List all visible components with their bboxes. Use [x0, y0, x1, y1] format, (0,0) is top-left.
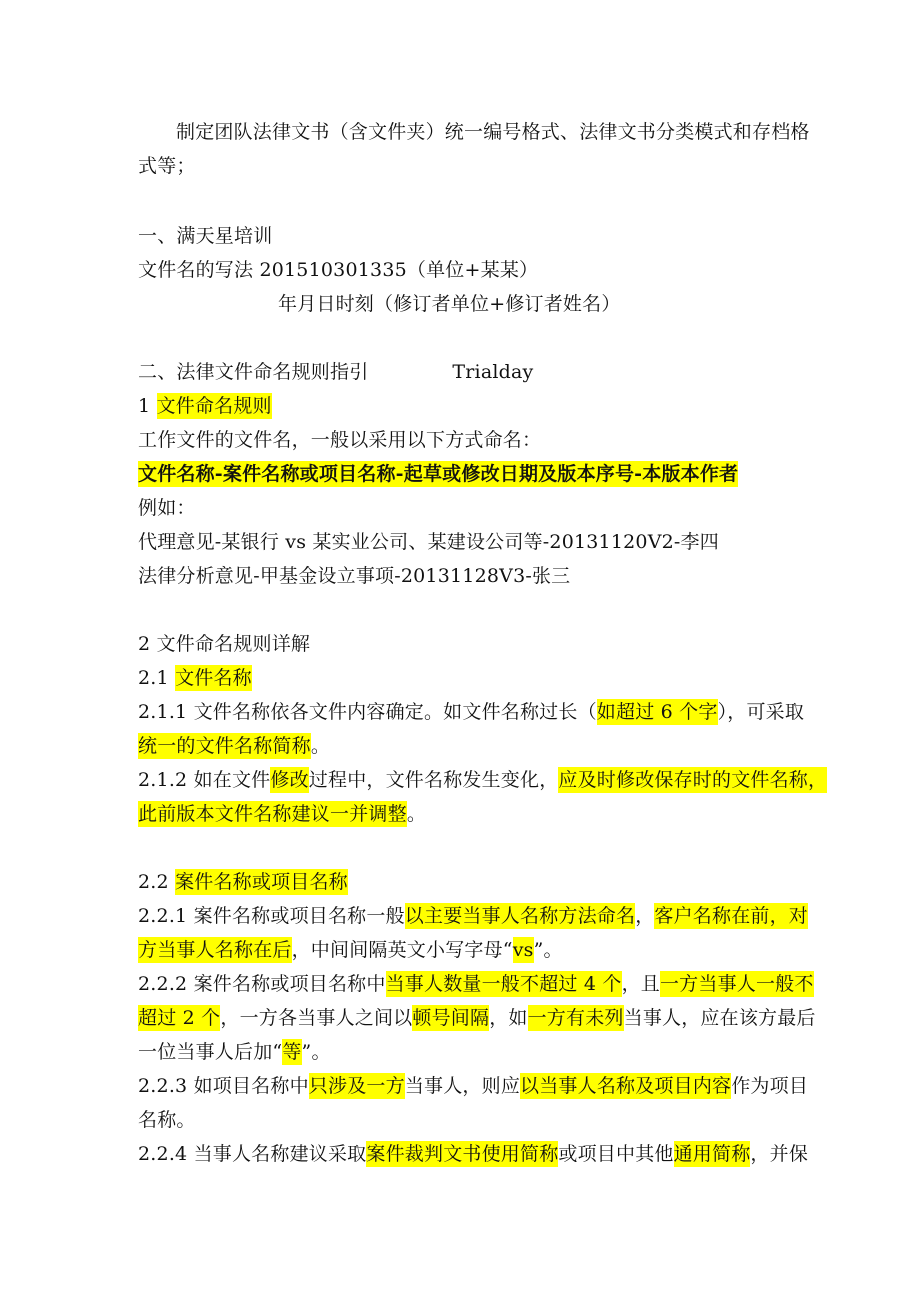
section2-1-heading [138, 392, 272, 420]
body-text: 2.2.3 如项目名称中 [138, 1075, 309, 1097]
section1-heading [138, 222, 272, 250]
intro-text: 制定团队法律文书（含文件夹）统一编号格式、法律文书分类模式和存档格 [176, 121, 810, 143]
body-text: ，如 [489, 1007, 528, 1029]
para-2-2-4-line-1 [138, 1140, 808, 1168]
highlight: 应及时修改保存时的文件名称， [558, 769, 828, 791]
section-number: 2.2 [138, 871, 176, 893]
heading-text: 一、满天星培训 [138, 225, 273, 247]
body-text: 。 [406, 803, 427, 825]
section2-2-2-heading [138, 868, 348, 896]
para-2-2-3-line-1 [138, 1072, 808, 1100]
body-text: 例如： [138, 497, 196, 519]
body-text: 。 [310, 735, 331, 757]
intro-line-2 [138, 152, 196, 180]
body-text: 2.2.2 案件名称或项目名称中 [138, 973, 386, 995]
body-text: 当事人，应在该方最后 [623, 1007, 816, 1029]
para-2-2-1-line-1 [138, 902, 808, 930]
highlight: 通用简称 [673, 1143, 751, 1165]
body-text: ，并保 [750, 1143, 809, 1165]
intro-text: 式等； [138, 155, 196, 177]
body-text: 工作文件的文件名，一般以采用以下方式命名： [138, 429, 542, 451]
body-text: 法律分析意见-甲基金设立事项-20131128V3-张三 [138, 565, 571, 587]
heading-text: 2 文件命名规则详解 [138, 633, 311, 655]
highlighted-format: 文件名称-案件名称或项目名称-起草或修改日期及版本序号-本版本作者 [138, 463, 739, 485]
body-text: ，一方各当事人之间以 [220, 1007, 413, 1029]
body-text: 2.2.4 当事人名称建议采取 [138, 1143, 367, 1165]
body-text: 一位当事人后加“ [138, 1041, 283, 1063]
trialday-label: Trialday [452, 361, 534, 383]
highlighted-title: 案件名称或项目名称 [175, 871, 348, 893]
highlight: 当事人数量一般不超过 4 个 [385, 973, 622, 995]
para-2-1-1-line-2 [138, 732, 330, 760]
intro-line-1 [176, 118, 810, 146]
body-text: ，且 [621, 973, 660, 995]
body-text: 2.2.1 案件名称或项目名称一般 [138, 905, 405, 927]
body-text: 或项目中其他 [558, 1143, 674, 1165]
body-text: 过程中，文件名称发生变化， [308, 769, 559, 791]
section1-line-1 [138, 256, 538, 284]
highlight: 以当事人名称及项目内容 [520, 1075, 732, 1097]
highlight: 一方当事人一般不 [659, 973, 814, 995]
para-2-1-1-line-1 [138, 698, 804, 726]
body-text: 2.1.1 文件名称依各文件内容确定。如文件名称过长（ [138, 701, 597, 723]
highlighted-title: 文件名称 [175, 667, 252, 689]
section-number: 1 [138, 395, 157, 417]
highlight: 如超过 6 个字 [596, 701, 718, 723]
para-2-2-1-line-2 [138, 936, 563, 964]
section2-heading [138, 358, 533, 386]
heading-text: 二、法律文件命名规则指引 [138, 361, 369, 383]
para-2-2-2-line-1 [138, 970, 814, 998]
section2-2-heading [138, 630, 310, 658]
highlight: vs [512, 939, 534, 961]
highlight: 超过 2 个 [138, 1007, 221, 1029]
body-text: ”。 [301, 1041, 331, 1063]
para-2-1-2-line-1 [138, 766, 827, 794]
highlight: 方当事人名称在后 [138, 939, 292, 961]
section1-line-2 [278, 290, 621, 318]
body-text: ，中间间隔英文小写字母“ [291, 939, 513, 961]
body-text: ， [635, 905, 655, 927]
highlight: 此前版本文件名称建议一并调整 [138, 803, 407, 825]
section2-1-desc [138, 426, 541, 454]
example-2 [138, 562, 570, 590]
body-text: ”。 [533, 939, 563, 961]
body-text: 2.1.2 如在文件 [138, 769, 271, 791]
para-2-2-2-line-3 [138, 1038, 331, 1066]
highlight: 等 [282, 1041, 302, 1063]
highlight: 顿号间隔 [412, 1007, 490, 1029]
highlight: 客户名称在前，对 [654, 905, 809, 927]
section2-2-1-heading [138, 664, 252, 692]
highlight: 修改 [270, 769, 309, 791]
section-number: 2.1 [138, 667, 176, 689]
para-2-2-2-line-2 [138, 1004, 816, 1032]
body-text: ），可采取 [717, 701, 805, 723]
body-text: 名称。 [138, 1109, 196, 1131]
highlight: 一方有未列 [527, 1007, 624, 1029]
highlight: 以主要当事人名称方法命名 [404, 905, 636, 927]
body-text: 作为项目 [731, 1075, 809, 1097]
example-1 [138, 528, 719, 556]
body-text: 年月日时刻（修订者单位+修订者姓名） [278, 293, 621, 315]
body-text: 当事人，则应 [404, 1075, 521, 1097]
highlight: 统一的文件名称简称 [138, 735, 311, 757]
example-label [138, 494, 196, 522]
para-2-1-2-line-2 [138, 800, 426, 828]
highlight: 案件裁判文书使用简称 [366, 1143, 559, 1165]
para-2-2-3-line-2 [138, 1106, 196, 1134]
highlighted-title: 文件命名规则 [156, 395, 272, 417]
body-text: 文件名的写法 201510301335（单位+某某） [138, 259, 539, 281]
naming-format [138, 460, 738, 488]
highlight: 只涉及一方 [308, 1075, 405, 1097]
body-text: 代理意见-某银行 vs 某实业公司、某建设公司等-20131120V2-李四 [138, 531, 719, 553]
